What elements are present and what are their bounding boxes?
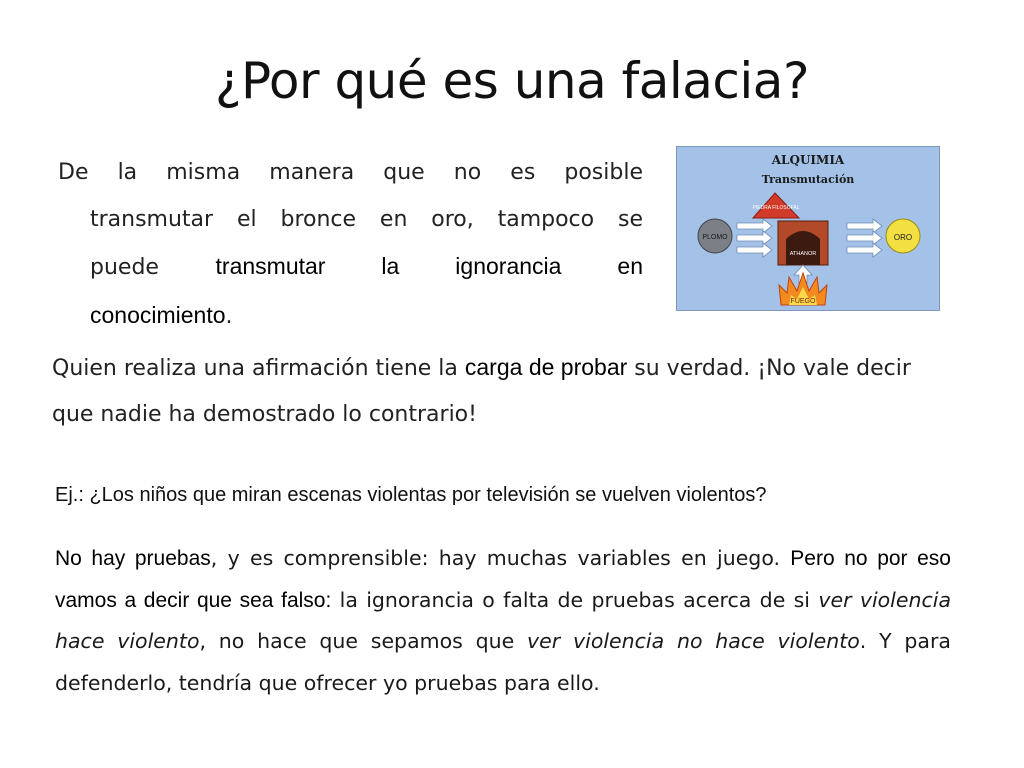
lead-label: PLOMO: [702, 234, 728, 241]
p2-c: su verdad. ¡No vale decir que nadie ha demostrado lo contrario!: [52, 356, 911, 427]
p3-b: , y es comprensible: hay muchas variables en juego.: [210, 546, 791, 570]
example-question: [55, 480, 955, 510]
p2-b: carga de probar: [464, 354, 628, 380]
p1-line3-a: puede: [90, 255, 216, 280]
p3-d: la ignorancia o falta de pruebas acerca de si: [331, 587, 819, 612]
illustration-heading: ALQUIMIA: [771, 153, 845, 167]
paragraph-transmutation: [58, 150, 643, 340]
p1-line1: De la misma manera que no es posible: [58, 160, 643, 185]
fire-label: FUEGO: [790, 298, 816, 305]
input-arrows: [737, 219, 772, 257]
stone-label: PIEDRA FILOSOFAL: [752, 205, 800, 211]
output-arrows: [847, 219, 882, 257]
p1-line4: [58, 292, 643, 341]
example-prefix: Ej.:: [55, 484, 90, 506]
alchemy-illustration: [676, 146, 940, 311]
illustration-subheading: Transmutación: [761, 173, 855, 186]
p3-a: No hay pruebas: [55, 547, 211, 570]
p3-g: ver violencia no hace violento: [527, 629, 860, 653]
p3-e: ver violencia hace violento: [55, 587, 952, 653]
gold-label: ORO: [893, 233, 913, 242]
p1-line3-b: transmutar la ignorancia en: [215, 253, 643, 279]
p2-a: Quien realiza una afirmación tiene la: [52, 356, 465, 381]
p3-c: Pero no por eso vamos a decir que sea falso:: [55, 547, 951, 612]
furnace-mouth: [786, 231, 820, 265]
p1-line4-c: .: [225, 303, 233, 329]
p3-h: . Y para defenderlo, tendría que ofrecer yo pruebas para ello.: [55, 629, 951, 695]
example-question-text: ¿Los niños que miran escenas violentas por televisión se vuelven violentos?: [89, 484, 767, 506]
p1-line4-b: conocimiento: [90, 301, 226, 328]
p1-line3: [58, 243, 643, 292]
paragraph-burden-of-proof: [52, 344, 952, 438]
alchemy-diagram: [677, 147, 939, 310]
paragraph-explanation: [55, 538, 951, 704]
p3-f: , no hace que sepamos que: [199, 629, 528, 653]
p1-line2: transmutar el bronce en oro, tampoco se: [90, 206, 643, 232]
furnace-label: ATHANOR: [789, 251, 817, 257]
slide-title: ¿Por qué es una falacia?: [215, 52, 809, 110]
